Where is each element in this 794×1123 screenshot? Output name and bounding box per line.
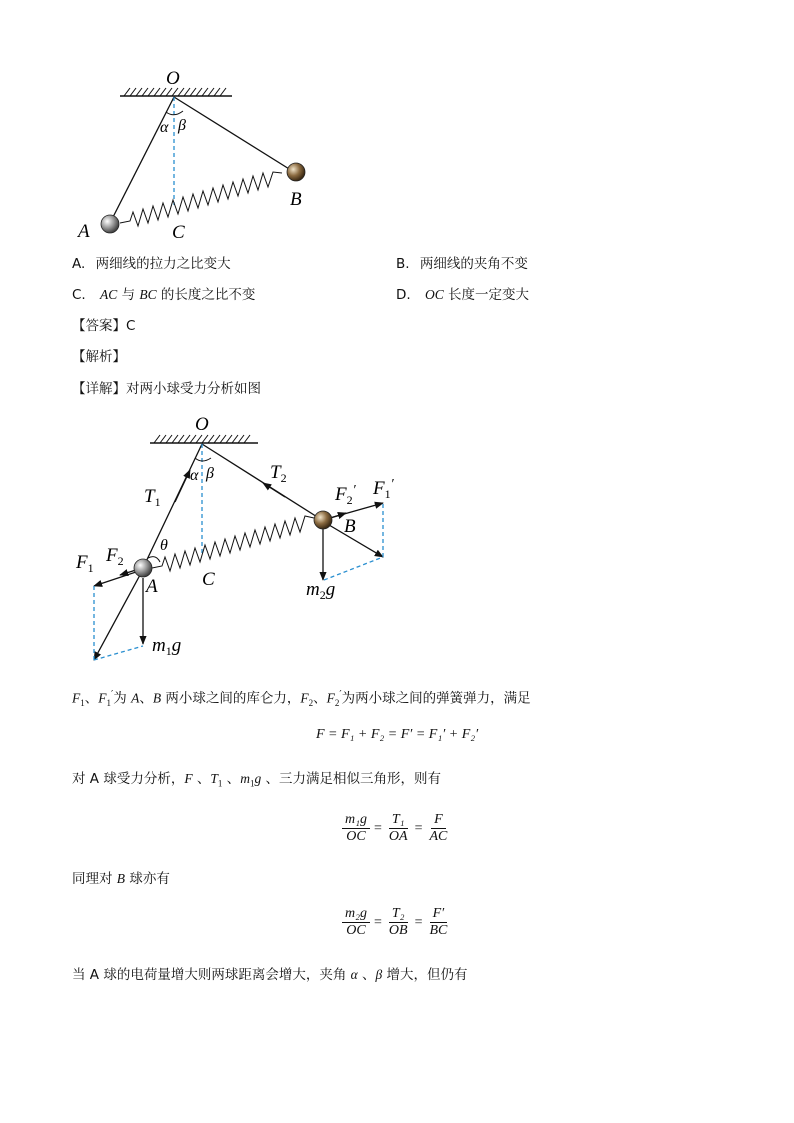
option-text: 的长度之比不变 (156, 287, 256, 303)
numerator: F (431, 812, 446, 829)
option-text: 两细线的拉力之比变大 (95, 256, 231, 272)
label-F2: $F_2$ (106, 545, 124, 568)
option-letter: B. (396, 256, 410, 272)
var-T1: T (210, 771, 218, 786)
arrow-A-resultant (94, 575, 140, 660)
numerator: m₂g (342, 906, 370, 923)
label-alpha: α (160, 119, 169, 136)
denominator: OC (346, 923, 366, 938)
answer-value: C (126, 318, 136, 334)
label-A: A (78, 221, 90, 242)
option-c[interactable] (72, 286, 255, 304)
spring (120, 172, 282, 226)
sub: 1 (80, 698, 85, 709)
option-letter: C. (72, 287, 86, 303)
sub: 2 (334, 698, 340, 709)
fraction (386, 906, 411, 939)
sub: 1 (106, 698, 111, 709)
prime: ′ (339, 689, 342, 700)
figure-2-force-diagram (60, 410, 420, 670)
var-F1-prime: F (98, 690, 107, 706)
label-C: C (202, 569, 215, 590)
denominator: OB (388, 923, 408, 938)
text: 为两小球之间的弹簧弹力，满足 (341, 690, 531, 707)
ball-B (287, 163, 305, 181)
fraction (342, 906, 370, 939)
equals: = (373, 820, 382, 836)
equals: = (414, 820, 423, 836)
label-F2-prime: $F_2'$ (335, 483, 356, 507)
text: 球亦有 (125, 871, 170, 887)
option-var: AC (100, 287, 118, 302)
denominator: OC (346, 829, 366, 844)
paragraph-b (72, 870, 170, 888)
label-T2: $T_2$ (270, 462, 287, 485)
label-C: C (172, 222, 185, 243)
label-beta: β (206, 465, 214, 482)
sub: 1 (249, 778, 255, 789)
option-d[interactable] (396, 286, 529, 304)
ball-B (314, 511, 332, 529)
thread-OB (174, 97, 294, 172)
ceiling (150, 435, 258, 443)
text: 、三力满足相似三角形，则有 (261, 771, 441, 787)
spring (152, 516, 314, 571)
fraction (426, 906, 450, 939)
paragraph-forces (72, 686, 531, 712)
fraction (386, 812, 411, 845)
label-O: O (166, 68, 180, 89)
var-F: F (184, 771, 193, 786)
ceiling (120, 88, 232, 96)
var-g: g (254, 771, 262, 786)
thread-OB (202, 444, 322, 520)
equation-2 (342, 812, 450, 845)
label-F1-prime: $F_1'$ (373, 477, 394, 501)
ball-A (101, 215, 119, 233)
dashed-B-2 (324, 557, 383, 580)
var-beta: β (375, 967, 383, 982)
option-text: 与 (117, 287, 140, 303)
angle-arc-theta (148, 557, 160, 562)
answer-label: 【答案】 (72, 318, 126, 334)
denominator: BC (429, 923, 448, 938)
answer-line (72, 317, 135, 335)
sep: 、 (84, 690, 99, 707)
arrow-T1 (175, 470, 190, 502)
ball-A (134, 559, 152, 577)
option-letter: D. (396, 287, 411, 303)
thread-OA (110, 97, 174, 223)
var-A: A (131, 690, 140, 706)
detail-text: 对两小球受力分析如图 (126, 381, 261, 397)
label-m1g: $m_1g$ (152, 635, 182, 658)
var-F2: F (300, 690, 309, 706)
text: 、 (222, 771, 241, 787)
text: 增大，但仍有 (382, 967, 468, 983)
arrow-F1-prime (330, 503, 383, 518)
option-letter: A. (72, 256, 86, 272)
option-text: 长度一定变大 (443, 287, 530, 303)
option-a[interactable] (72, 255, 231, 273)
var-B: B (116, 871, 126, 886)
label-B: B (290, 189, 302, 210)
denominator: AC (429, 829, 448, 844)
detail-label: 【详解】 (72, 381, 126, 397)
text: 当 A 球的电荷量增大则两球距离会增大，夹角 (72, 967, 351, 983)
prime: ′ (111, 689, 114, 700)
numerator: T₁ (389, 812, 408, 829)
var-F1: F (72, 690, 81, 706)
numerator: m₁g (342, 812, 370, 829)
var-B: B (152, 690, 162, 706)
fraction (342, 812, 370, 845)
label-beta: β (178, 117, 186, 134)
equals: = (414, 914, 423, 930)
sep: 、 (313, 690, 327, 707)
angle-arc-O (195, 458, 211, 461)
denominator: OA (388, 829, 408, 844)
fraction (426, 812, 450, 845)
text: 、 (139, 690, 153, 707)
numerator: T₂ (389, 906, 408, 923)
label-m2g: $m_2g$ (306, 579, 336, 602)
label-theta: θ (160, 537, 168, 554)
option-text: 两细线的夹角不变 (419, 256, 528, 272)
text: 同理对 (72, 871, 117, 887)
equals: = (373, 914, 382, 930)
label-F1: $F_1$ (76, 552, 94, 575)
sub: 1 (217, 778, 223, 789)
option-var: BC (139, 287, 157, 302)
option-var: OC (424, 287, 444, 302)
arrow-T2 (263, 483, 285, 497)
label-A: A (146, 576, 158, 597)
var-m: m (240, 771, 250, 786)
paragraph-a-analysis (72, 770, 441, 793)
text: 对 A 球受力分析， (72, 771, 185, 787)
equation-3 (342, 906, 450, 939)
analysis-line (72, 348, 126, 366)
sub: 2 (308, 698, 314, 709)
label-alpha: α (190, 467, 199, 484)
dashed-A-2 (94, 646, 143, 660)
arrow-F1 (94, 572, 136, 586)
paragraph-conclusion (72, 966, 468, 984)
text: 、 (192, 771, 211, 787)
label-T1: $T_1$ (144, 486, 161, 509)
analysis-label: 【解析】 (72, 349, 126, 365)
text: 两小球之间的库仑力， (161, 690, 301, 707)
label-B: B (344, 516, 356, 537)
detail-line (72, 380, 261, 398)
option-b[interactable] (396, 255, 528, 273)
equation-1: F = F₁ + F₂ = F′ = F₁′ + F₂′ (316, 727, 479, 742)
text: 、 (357, 967, 376, 983)
figure-1-diagram (60, 60, 350, 250)
numerator: F′ (430, 906, 448, 923)
var-alpha: α (350, 967, 358, 982)
var-F2-prime: F (326, 690, 335, 706)
label-O: O (195, 414, 209, 435)
text: 为 (113, 690, 132, 707)
